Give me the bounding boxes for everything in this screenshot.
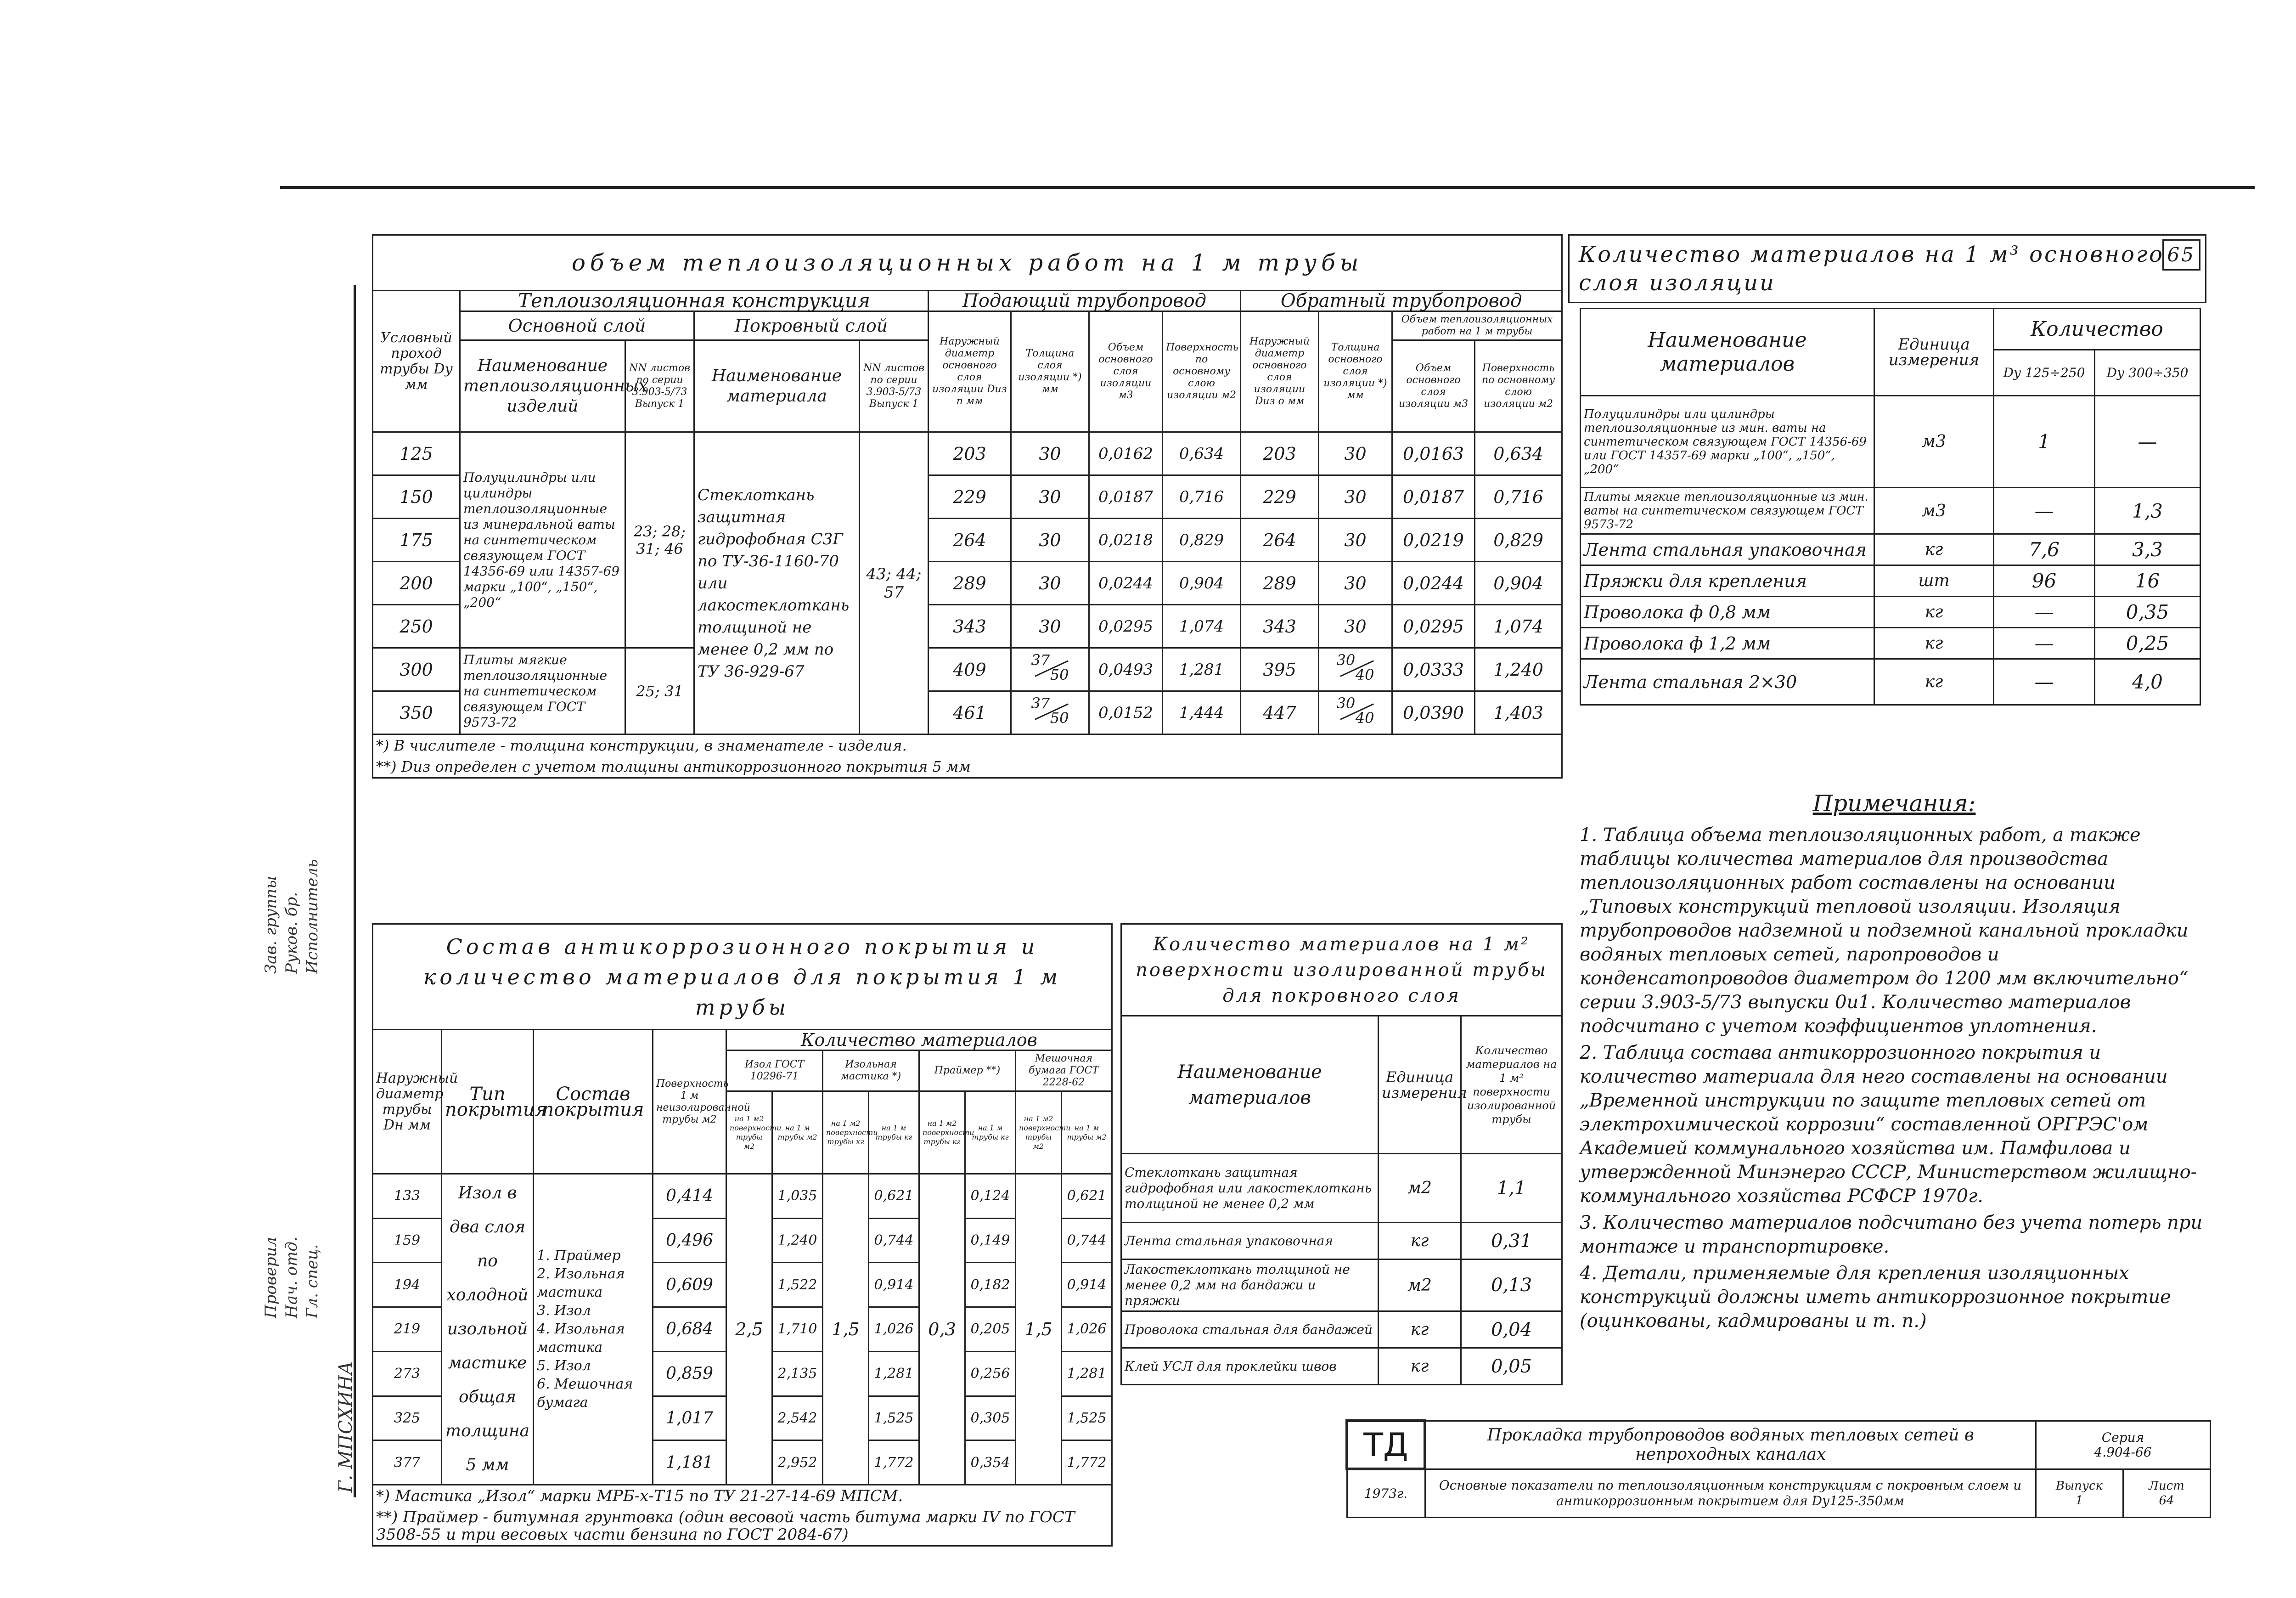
work-t2: 30 [1319,605,1392,648]
ac-mastic: 0,621 [869,1174,919,1219]
title-project: Прокладка трубопроводов водяных тепловых сетей в непроходных каналах [1425,1421,2036,1469]
ac-surf: 0,684 [653,1307,726,1352]
work-row [373,648,1562,691]
mat-name: Проволока ф 1,2 мм [1581,628,1874,659]
work-dn: 175 [373,519,460,562]
ac-paper: 1,525 [1062,1396,1112,1440]
mat-q1: 1 [1994,396,2095,488]
col-surface: Поверхность по основному слою изоляции м2 [1163,311,1241,432]
work-t2: 30 [1319,475,1392,519]
work-v2: 0,0219 [1392,519,1475,562]
note-1: 1. Таблица объема теплоизоляционных работ, а также таблицы количества материалов для производства теплоизоляционных работ составлены на основании „Типовых конструкций тепловой изоляции. Изоляция трубопроводов надземной и подземной канальной прокладки водяных тепловых сетей, паропроводов и конденсатопроводов диаметром до 1200 мм включительно“ серии 3.903-5/73 выпуски 0и1. Количество материалов подсчитано с учетом коэффициентов уплотнения. [1580,824,2189,1037]
ac-type: Изол в два слоя по холодной изольной мастике общая толщина 5 мм [442,1174,534,1485]
ac-paper-m2: 1,5 [1016,1174,1062,1485]
col-construction: Теплоизоляционная конструкция [460,291,929,311]
ac-dn: 273 [373,1351,442,1396]
cover-unit: м2 [1379,1259,1461,1311]
work-t1: 30 [1011,475,1089,519]
cover-unit: кг [1379,1311,1461,1348]
mat-q1: — [1994,659,2095,705]
mat-q1: — [1994,488,2095,534]
work-product-a-sheets: 23; 28; 31; 46 [625,432,694,648]
ac-comp-item: 4. Изольная мастика [537,1321,625,1355]
ac-izol: 1,035 [772,1174,823,1219]
cover-table [1120,923,1563,1385]
ac-dn: 133 [373,1174,442,1219]
ac-primer: 0,205 [965,1307,1016,1352]
ac-comp-item: 5. Изол [537,1358,591,1374]
work-t1: 30 [1011,562,1089,605]
col-cover-sheets: NN листов по серии 3.903-5/73 Выпуск 1 [860,340,929,432]
title-logo: ТД [1347,1421,1425,1469]
work-t1-frac-num: 37 [1031,695,1050,712]
mat-col-range1: Dу 125÷250 [1994,350,2095,396]
ac-paper: 1,772 [1062,1440,1112,1485]
work-cover-material: Стеклоткань защитная гидрофобная С3Г по ТУ-36-1160-70 или лакостеклоткань толщиной не менее 0,2 мм по ТУ 36-929-67 [694,432,860,734]
margin-signature: Г. МПСХИНА [335,1361,356,1493]
ac-surf: 1,017 [653,1396,726,1440]
margin-label-6: Гл. спец. [303,1244,321,1318]
ac-mastic: 1,281 [869,1351,919,1396]
ac-izol: 1,522 [772,1263,823,1307]
work-s1: 0,634 [1163,432,1241,475]
work-dn: 200 [373,562,460,605]
title-issue [2036,1469,2123,1517]
work-v2: 0,0187 [1392,475,1475,519]
col-dn: Условный проход трубы Dу мм [373,291,460,432]
work-s2: 1,403 [1475,691,1562,734]
mat-name: Лента стальная 2×30 [1581,659,1874,705]
work-s2: 0,829 [1475,519,1562,562]
mat-q2: 3,3 [2095,534,2200,565]
work-table-title: объем теплоизоляционных работ на 1 м трубы [373,235,1562,291]
work-d2: 343 [1241,605,1319,648]
ac-mastic: 1,026 [869,1307,919,1352]
work-s1: 1,074 [1163,605,1241,648]
ac-primer-m2: 0,3 [919,1174,965,1485]
cover-name: Клей УСЛ для проклейки швов [1121,1348,1379,1385]
work-footnote-2: **) Dиз определен с учетом толщины антикоррозионного покрытия 5 мм [373,756,1562,778]
work-t1-frac [1030,695,1071,727]
cover-col-qty: Количество материалов на 1 м² поверхности изолированной трубы [1461,1016,1562,1154]
work-dn: 150 [373,475,460,519]
ac-col-type: Тип покрытия [442,1030,534,1174]
cover-name: Стеклоткань защитная гидрофобная или лакостеклоткань толщиной не менее 0,2 мм [1121,1154,1379,1223]
ac-izol: 2,952 [772,1440,823,1485]
work-d1: 264 [929,519,1011,562]
work-d1: 409 [929,648,1011,691]
mat-col-unit: Единица измерения [1874,309,1994,396]
mat-q1: — [1994,628,2095,659]
sheet-top-border [280,186,2255,189]
col-cover-layer: Покровный слой [694,311,929,340]
cover-row [1121,1259,1562,1311]
ac-primer: 0,305 [965,1396,1016,1440]
ac-dn: 325 [373,1396,442,1440]
work-t2-frac-den: 40 [1355,666,1374,683]
materials-table-title [1568,234,2206,303]
mat-unit: шт [1874,565,1994,597]
cover-name: Лента стальная упаковочная [1121,1223,1379,1259]
mat-unit: м3 [1874,396,1994,488]
mat-col-qty: Количество [1994,309,2200,350]
ac-izol: 1,710 [772,1307,823,1352]
mat-name: Пряжки для крепления [1581,565,1874,597]
col-thickness-return: Толщина основного слоя изоляции *) мм [1319,311,1392,432]
cover-col-unit: Единица измерения [1379,1016,1461,1154]
title-sheet-title: Основные показатели по теплоизоляционным конструкциям с покровным слоем и антикоррозионным покрытием для Dу125-350мм [1425,1469,2036,1517]
work-v2: 0,0295 [1392,605,1475,648]
work-t2: 30 [1319,432,1392,475]
work-v1: 0,0187 [1089,475,1163,519]
work-t1 [1011,691,1089,734]
work-v1: 0,0295 [1089,605,1163,648]
mat-col-range2: Dу 300÷350 [2095,350,2200,396]
ac-surf: 1,181 [653,1440,726,1485]
mat-row [1581,628,2200,659]
work-volume-table [372,234,1563,779]
margin-label-5: Нач. отд. [282,1237,301,1318]
ac-row [373,1174,1112,1219]
cover-title: Количество материалов на 1 м² поверхности изолированной трубы для покровного слоя [1121,924,1562,1016]
cover-qty: 0,13 [1461,1259,1562,1311]
ac-surf: 0,414 [653,1174,726,1219]
note-4: 4. Детали, применяемые для крепления изоляционных конструкций должны иметь антикоррозионное покрытие (оцинкованы, кадмированы и т. п.) [1580,1263,2171,1332]
mat-q2: 0,35 [2095,597,2200,628]
cover-unit: м2 [1379,1154,1461,1223]
cover-qty: 0,04 [1461,1311,1562,1348]
work-dn: 250 [373,605,460,648]
col-return: Обратный трубопровод [1241,291,1562,311]
ac-dn: 377 [373,1440,442,1485]
work-s1: 1,444 [1163,691,1241,734]
mat-row [1581,396,2200,488]
mat-row [1581,488,2200,534]
work-s2: 0,904 [1475,562,1562,605]
ac-col-izol: Изол ГОСТ 10296-71 [726,1050,823,1091]
ac-mastic-m2: 1,5 [823,1174,869,1485]
work-t2-frac-num: 30 [1336,651,1356,669]
sheet-value: 64 [2159,1493,2174,1508]
work-t1-frac [1030,651,1071,683]
ac-mastic: 1,772 [869,1440,919,1485]
margin-label-3: Исполнитель [303,859,321,974]
work-t1-frac-den: 50 [1050,666,1069,683]
ac-paper: 0,744 [1062,1218,1112,1263]
work-t1 [1011,648,1089,691]
issue-value: 1 [2075,1493,2083,1508]
mat-q1: 96 [1994,565,2095,597]
work-v1: 0,0244 [1089,562,1163,605]
cover-name: Лакостеклоткань толщиной не менее 0,2 мм на бандажи и пряжки [1121,1259,1379,1311]
work-d1: 289 [929,562,1011,605]
ac-sub-mastic-m2: на 1 м2 поверхности трубы кг [823,1091,869,1174]
ac-paper: 0,914 [1062,1263,1112,1307]
ac-sub-izol-m2: на 1 м2 поверхности трубы м2 [726,1091,772,1174]
work-v2: 0,0163 [1392,432,1475,475]
work-t2-frac-num: 30 [1336,695,1356,712]
series-value: 4.904-66 [2094,1444,2152,1460]
mat-q2: — [2095,396,2200,488]
note-3: 3. Количество материалов подсчитано без учета потерь при монтаже и транспортировке. [1580,1212,2203,1257]
cover-col-name: Наименование материалов [1121,1016,1379,1154]
mat-unit: м3 [1874,488,1994,534]
work-s2: 1,240 [1475,648,1562,691]
mat-row [1581,534,2200,565]
work-s2: 1,074 [1475,605,1562,648]
cover-unit: кг [1379,1348,1461,1385]
col-surface-return: Поверхность по основному слою изоляции м2 [1475,340,1562,432]
ac-comp-item: 3. Изол [537,1303,591,1319]
work-d2: 289 [1241,562,1319,605]
work-t1: 30 [1011,432,1089,475]
cover-qty: 1,1 [1461,1154,1562,1223]
work-v2: 0,0390 [1392,691,1475,734]
cover-row [1121,1154,1562,1223]
ac-sub-paper-m: на 1 м трубы м2 [1062,1091,1112,1174]
work-s2: 0,716 [1475,475,1562,519]
work-s1: 0,904 [1163,562,1241,605]
title-year: 1973г. [1347,1469,1425,1517]
ac-izol: 2,135 [772,1351,823,1396]
work-cover-sheets: 43; 44; 57 [860,432,929,734]
col-outer-diam: Наружный диаметр основного слоя изоляции Dиз п мм [929,311,1011,432]
ac-composition [534,1174,653,1485]
work-product-b: Плиты мягкие теплоизоляционные на синтетическом связующем ГОСТ 9573-72 [460,648,625,734]
ac-col-mastic: Изольная мастика *) [823,1050,919,1091]
mat-q2: 0,25 [2095,628,2200,659]
work-v1: 0,0152 [1089,691,1163,734]
ac-primer: 0,124 [965,1174,1016,1219]
ac-col-outer: Наружный диаметр трубы Dн мм [373,1030,442,1174]
mat-row [1581,659,2200,705]
ac-izol: 1,240 [772,1218,823,1263]
mat-q1: 7,6 [1994,534,2095,565]
ac-primer: 0,182 [965,1263,1016,1307]
cover-name: Проволока стальная для бандажей [1121,1311,1379,1348]
cover-row [1121,1348,1562,1385]
work-t2: 30 [1319,519,1392,562]
ac-col-surf: Поверхность 1 м неизолированной трубы м2 [653,1030,726,1174]
col-product-name: Наименование теплоизоляционных изделий [460,340,625,432]
anticorr-title: Состав антикоррозионного покрытия и количество материалов для покрытия 1 м трубы [373,924,1112,1030]
col-base-layer: Основной слой [460,311,694,340]
mat-q2: 1,3 [2095,488,2200,534]
series-label: Серия [2101,1429,2144,1445]
ac-sub-izol-m: на 1 м трубы м2 [772,1091,823,1174]
ac-dn: 159 [373,1218,442,1263]
margin-label-1: Зав. группы [262,875,280,974]
mat-name: Плиты мягкие теплоизоляционные из мин. ваты на синтетическом связующем ГОСТ 9573-72 [1581,488,1874,534]
ac-dn: 219 [373,1307,442,1352]
col-volume: Объем основного слоя изоляции м3 [1089,311,1163,432]
work-v1: 0,0493 [1089,648,1163,691]
anticorr-table [372,923,1113,1547]
work-s1: 1,281 [1163,648,1241,691]
work-v1: 0,0162 [1089,432,1163,475]
mat-q2: 4,0 [2095,659,2200,705]
work-d1: 343 [929,605,1011,648]
col-supply: Подающий трубопровод [929,291,1241,311]
title-sheet [2123,1469,2210,1517]
mat-unit: кг [1874,659,1994,705]
mat-q1: — [1994,597,2095,628]
ac-izol-m2: 2,5 [726,1174,772,1485]
work-dn: 125 [373,432,460,475]
ac-col-paper: Мешочная бумага ГОСТ 2228-62 [1016,1050,1112,1091]
work-s1: 0,716 [1163,475,1241,519]
ac-sub-primer-m2: на 1 м2 поверхности трубы кг [919,1091,965,1174]
ac-surf: 0,609 [653,1263,726,1307]
ac-paper: 0,621 [1062,1174,1112,1219]
mat-unit: кг [1874,534,1994,565]
ac-surf: 0,496 [653,1218,726,1263]
mat-name: Проволока ф 0,8 мм [1581,597,1874,628]
title-series [2036,1421,2210,1469]
work-dn: 350 [373,691,460,734]
title-block [1345,1419,2211,1518]
work-s2: 0,634 [1475,432,1562,475]
work-s1: 0,829 [1163,519,1241,562]
cover-row [1121,1223,1562,1259]
ac-paper: 1,281 [1062,1351,1112,1396]
work-t2-frac [1335,651,1376,683]
col-volume-return: Объем основного слоя изоляции м3 [1392,340,1475,432]
work-v2: 0,0244 [1392,562,1475,605]
ac-primer: 0,256 [965,1351,1016,1396]
col-material-name: Наименование материала [694,340,860,432]
mat-row [1581,597,2200,628]
ac-comp-item: 2. Изольная мастика [537,1266,625,1300]
ac-col-primer: Праймер **) [919,1050,1016,1091]
notes-heading: Примечания: [1812,790,1976,817]
work-t1: 30 [1011,519,1089,562]
work-v2: 0,0333 [1392,648,1475,691]
work-footnote-1: *) В числителе - толщина конструкции, в знаменателе - изделия. [373,734,1562,757]
note-2: 2. Таблица состава антикоррозионного покрытия и количество материала для него составлены на основании „Временной инструкции по защите тепловых сетей от электрохимической коррозии“ составленной ОРГРЭС'ом Академией коммунального хозяйства им. Памфилова и утвержденной Минэнерго СССР, Министерством жилищно-коммунального хозяйства РСФСР 1970г. [1580,1042,2197,1207]
work-d2: 229 [1241,475,1319,519]
mat-row [1581,565,2200,597]
margin-label-4: Проверил [262,1237,280,1318]
ac-comp-item: 1. Праймер [537,1248,621,1264]
margin-label-2: Руков. бр. [282,892,301,974]
issue-label: Выпуск [2055,1479,2103,1493]
work-v1: 0,0218 [1089,519,1163,562]
ac-paper: 1,026 [1062,1307,1112,1352]
work-t1-frac-den: 50 [1050,709,1069,727]
ac-col-qty: Количество материалов [726,1030,1112,1050]
side-margin [248,285,358,1497]
mat-unit: кг [1874,597,1994,628]
ac-primer: 0,149 [965,1218,1016,1263]
col-volume-total: Объем теплоизоляционных работ на 1 м трубы [1392,311,1562,340]
mat-col-name: Наименование материалов [1581,309,1874,396]
work-t2 [1319,648,1392,691]
cover-qty: 0,05 [1461,1348,1562,1385]
work-dn: 300 [373,648,460,691]
cover-qty: 0,31 [1461,1223,1562,1259]
ac-footnote-2: **) Праймер - битумная грунтовка (один весовой часть битума марки IV по ГОСТ 3508-55 и три весовых части бензина по ГОСТ 2084-67) [373,1507,1112,1546]
ac-sub-mastic-m: на 1 м трубы кг [869,1091,919,1174]
work-t2-frac-den: 40 [1355,709,1374,727]
ac-dn: 194 [373,1263,442,1307]
work-t1: 30 [1011,605,1089,648]
mat-name: Полуцилиндры или цилиндры теплоизоляционные из мин. ваты на синтетическом связующем ГОСТ 14356-69 или ГОСТ 14357-69 марки „100“, „150“, „200“ [1581,396,1874,488]
ac-comp-item: 6. Мешочная бумага [537,1376,633,1411]
ac-mastic: 0,744 [869,1218,919,1263]
ac-surf: 0,859 [653,1351,726,1396]
mat-unit: кг [1874,628,1994,659]
col-sheet-numbers: NN листов по серии 3.903-5/73 Выпуск 1 [625,340,694,432]
ac-mastic: 0,914 [869,1263,919,1307]
ac-sub-paper-m2: на 1 м2 поверхности трубы м2 [1016,1091,1062,1174]
sheet-number-badge: 65 [2162,239,2200,271]
notes [1580,790,2209,1406]
margin-line [354,285,356,1497]
materials-table [1580,308,2201,706]
work-d2: 203 [1241,432,1319,475]
mat-name: Лента стальная упаковочная [1581,534,1874,565]
work-d2: 395 [1241,648,1319,691]
work-t2 [1319,691,1392,734]
ac-footnote-1: *) Мастика „Изол“ марки МРБ-х-Т15 по ТУ 21-27-14-69 МПСМ. [373,1485,1112,1507]
work-d2: 447 [1241,691,1319,734]
ac-col-comp: Состав покрытия [534,1030,653,1174]
cover-unit: кг [1379,1223,1461,1259]
work-d2: 264 [1241,519,1319,562]
work-d1: 203 [929,432,1011,475]
col-thickness: Толщина слоя изоляции *) мм [1011,311,1089,432]
mat-q2: 16 [2095,565,2200,597]
ac-sub-primer-m: на 1 м трубы кг [965,1091,1016,1174]
work-row [373,432,1562,475]
col-outer-diam-return: Наружный диаметр основного слоя изоляции Dиз о мм [1241,311,1319,432]
materials-table-title-text: Количество материалов на 1 м³ основного слоя изоляции [1579,242,2165,296]
work-product-b-sheets: 25; 31 [625,648,694,734]
work-t1-frac-num: 37 [1031,651,1050,669]
cover-row [1121,1311,1562,1348]
sheet-label: Лист [2149,1479,2184,1493]
ac-izol: 2,542 [772,1396,823,1440]
ac-primer: 0,354 [965,1440,1016,1485]
work-t2-frac [1335,695,1376,727]
work-product-a: Полуцилиндры или цилиндры теплоизоляционные из минеральной ваты на синтетическом связующем ГОСТ 14356-69 или 14357-69 марки „100“, „150“, „200“ [460,432,625,648]
work-d1: 461 [929,691,1011,734]
ac-mastic: 1,525 [869,1396,919,1440]
work-d1: 229 [929,475,1011,519]
work-t2: 30 [1319,562,1392,605]
